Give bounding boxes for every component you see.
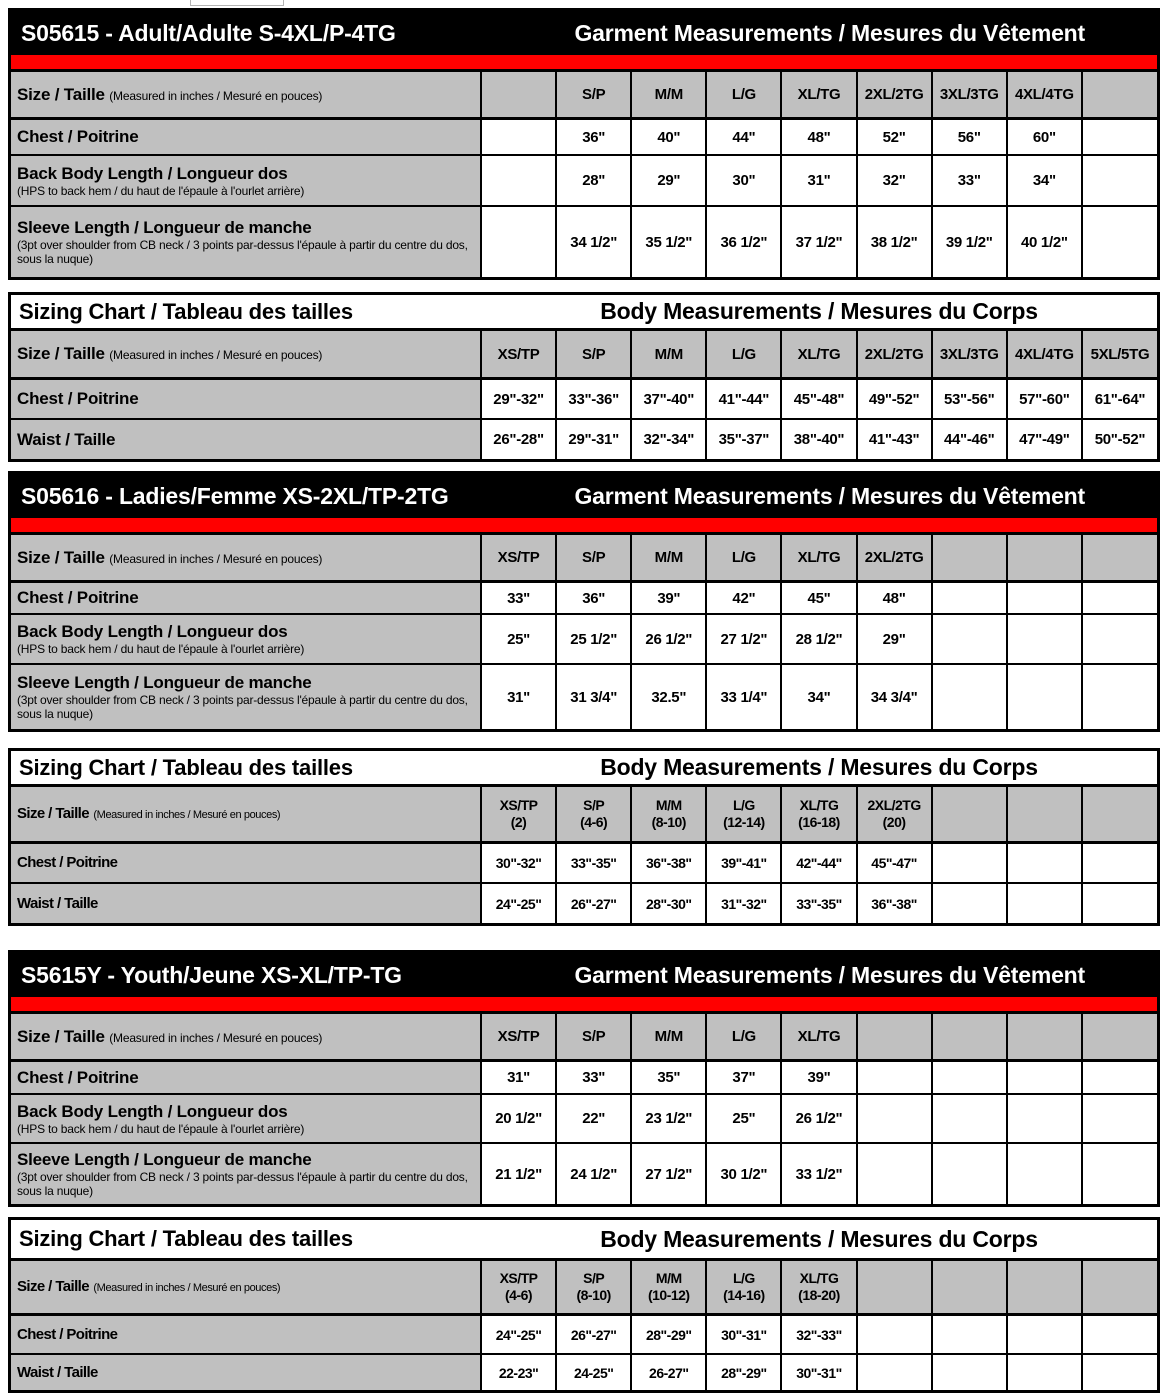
- measurement-cell: 22": [556, 1094, 631, 1143]
- size-header-cell: [1007, 1260, 1082, 1315]
- measurement-cell: 27 1/2": [631, 1143, 706, 1204]
- measurement-cell: 33": [556, 1061, 631, 1095]
- measurement-cell: 36": [556, 582, 631, 615]
- size-label-cell: [11, 72, 481, 119]
- size-header-cell: M/M: [631, 330, 706, 379]
- size-header-cell: XS/TP: [481, 535, 556, 582]
- measurement-cell: 33 1/4": [706, 664, 781, 729]
- sleeve-length-label-cell: [11, 1143, 481, 1204]
- measurement-cell: 50"-52": [1082, 419, 1157, 459]
- measurement-cell: 26-27": [631, 1354, 706, 1390]
- size-header-cell: XS/TP: [481, 330, 556, 379]
- measurement-cell: [481, 206, 556, 277]
- back-length-label-cell: [11, 1094, 481, 1143]
- size-label-cell: [11, 1014, 481, 1061]
- size-header-cell: [857, 1014, 932, 1061]
- measurement-cell: [857, 1094, 932, 1143]
- sleeve-length-row: [11, 206, 1157, 277]
- measurement-cell: 48": [781, 119, 856, 156]
- size-header-cell: [932, 1014, 1007, 1061]
- measurement-cell: 34 3/4": [857, 664, 932, 729]
- measurement-cell: 29"-31": [556, 419, 631, 459]
- measurement-cell: 34 1/2": [556, 206, 631, 277]
- measurement-cell: 28 1/2": [781, 614, 856, 664]
- size-header-cell: XL/TG: [781, 1014, 856, 1061]
- size-header-cell: [932, 786, 1007, 843]
- measurement-cell: [1007, 1354, 1082, 1390]
- youth-garment-section: [8, 950, 1160, 1207]
- size-label-cell: [11, 330, 481, 379]
- measurement-cell: [932, 843, 1007, 884]
- measurement-cell: [1082, 206, 1157, 277]
- measurement-cell: 30"-31": [781, 1354, 856, 1390]
- size-header-cell: M/M: [631, 72, 706, 119]
- measurement-cell: 38 1/2": [857, 206, 932, 277]
- garment-measurements-heading: Garment Measurements / Mesures du Vêtement: [574, 961, 1085, 988]
- sizing-chart-heading: Sizing Chart / Tableau des tailles: [11, 295, 481, 330]
- size-header-row: [11, 1014, 1157, 1061]
- measurement-cell: [857, 1143, 932, 1204]
- measurement-cell: 37"-40": [631, 379, 706, 420]
- size-note: (Measured in inches / Mesuré en pouces): [109, 1030, 323, 1045]
- back-length-label: Back Body Length / Longueur dos: [17, 163, 288, 183]
- size-label-cell: [11, 786, 481, 843]
- section-header-row: [11, 1220, 1157, 1260]
- measurement-cell: 42": [706, 582, 781, 615]
- measurement-cell: 48": [857, 582, 932, 615]
- measurement-cell: 31": [481, 664, 556, 729]
- adult-garment-section: [8, 8, 1160, 280]
- measurement-cell: 47"-49": [1007, 419, 1082, 459]
- chest-row: [11, 582, 1157, 615]
- measurement-cell: [1082, 1061, 1157, 1095]
- measurement-cell: [1007, 1094, 1082, 1143]
- size-header-cell: 2XL/2TG (20): [857, 786, 932, 843]
- measurement-cell: 22-23": [481, 1354, 556, 1390]
- measurement-cell: 29"-32": [481, 379, 556, 420]
- measurement-cell: 34": [781, 664, 856, 729]
- garment-measurements-heading: Garment Measurements / Mesures du Vêtement: [574, 482, 1085, 509]
- measurement-cell: 39": [781, 1061, 856, 1095]
- measurement-cell: [932, 582, 1007, 615]
- measurement-cell: 35 1/2": [631, 206, 706, 277]
- chest-label: Chest / Poitrine: [17, 588, 139, 607]
- chest-label: Chest / Poitrine: [17, 1067, 139, 1087]
- measurement-cell: 36"-38": [857, 883, 932, 923]
- chest-row: [11, 1315, 1157, 1355]
- waist-row: [11, 883, 1157, 923]
- youth-body-sizing-section: [8, 1217, 1160, 1393]
- section-header-row: [11, 295, 1157, 330]
- size-header-cell: XS/TP (2): [481, 786, 556, 843]
- measurement-cell: [932, 1143, 1007, 1204]
- size-header-cell: 4XL/4TG: [1007, 72, 1082, 119]
- size-header-cell: 3XL/3TG: [932, 330, 1007, 379]
- measurement-cell: [1082, 1143, 1157, 1204]
- chest-row: [11, 379, 1157, 420]
- waist-label-cell: [11, 883, 481, 923]
- measurement-cell: 32.5": [631, 664, 706, 729]
- measurement-cell: 26 1/2": [631, 614, 706, 664]
- measurement-cell: 36"-38": [631, 843, 706, 884]
- adult-body-table: [11, 295, 1157, 459]
- measurement-cell: [1082, 843, 1157, 884]
- size-header-cell: [1007, 1014, 1082, 1061]
- size-header-cell: [481, 72, 556, 119]
- measurement-cell: 44"-46": [932, 419, 1007, 459]
- size-header-cell: [1082, 786, 1157, 843]
- size-header-cell: [1082, 535, 1157, 582]
- waist-row: [11, 419, 1157, 459]
- back-length-note: (HPS to back hem / du haut de l'épaule à l'ourlet arrière): [17, 183, 305, 198]
- size-header-cell: L/G (12-14): [706, 786, 781, 843]
- size-header-cell: S/P (4-6): [556, 786, 631, 843]
- measurement-cell: 38"-40": [781, 419, 856, 459]
- back-length-label-cell: [11, 155, 481, 206]
- size-header-cell: [932, 535, 1007, 582]
- measurement-cell: 29": [857, 614, 932, 664]
- measurement-cell: 26 1/2": [781, 1094, 856, 1143]
- measurement-cell: 35": [631, 1061, 706, 1095]
- measurement-cell: [857, 1061, 932, 1095]
- measurement-cell: 33": [932, 155, 1007, 206]
- sizing-chart-heading: Sizing Chart / Tableau des tailles: [11, 1220, 481, 1260]
- sleeve-length-row: [11, 1143, 1157, 1204]
- ladies-product-title: S05616 - Ladies/Femme XS-2XL/TP-2TG: [21, 482, 449, 509]
- size-header-cell: [857, 1260, 932, 1315]
- adult-product-title: S05615 - Adult/Adulte S-4XL/P-4TG: [21, 19, 396, 46]
- size-header-cell: [1007, 535, 1082, 582]
- measurement-cell: 42"-44": [781, 843, 856, 884]
- measurement-cell: 33 1/2": [781, 1143, 856, 1204]
- sleeve-length-label: Sleeve Length / Longueur de manche: [17, 673, 312, 692]
- size-header-cell: [932, 1260, 1007, 1315]
- back-length-row: [11, 155, 1157, 206]
- size-header-cell: L/G: [706, 72, 781, 119]
- measurement-cell: [1082, 582, 1157, 615]
- size-header-cell: L/G: [706, 535, 781, 582]
- size-header-cell: XL/TG (16-18): [781, 786, 856, 843]
- measurement-cell: [1082, 664, 1157, 729]
- chest-label-cell: [11, 379, 481, 420]
- size-note: (Measured in inches / Mesuré en pouces): [93, 1282, 281, 1294]
- measurement-cell: 34": [1007, 155, 1082, 206]
- size-header-row: [11, 330, 1157, 379]
- youth-garment-table: [11, 1014, 1157, 1204]
- youth-title-band: [11, 953, 1157, 997]
- measurement-cell: 56": [932, 119, 1007, 156]
- size-header-cell: XS/TP (4-6): [481, 1260, 556, 1315]
- size-label: Size / Taille: [17, 1026, 105, 1046]
- measurement-cell: [481, 119, 556, 156]
- measurement-cell: 24"-25": [481, 1315, 556, 1355]
- chest-row: [11, 1061, 1157, 1095]
- measurement-cell: [932, 1061, 1007, 1095]
- sleeve-length-label: Sleeve Length / Longueur de manche: [17, 218, 312, 237]
- back-length-row: [11, 1094, 1157, 1143]
- back-length-note: (HPS to back hem / du haut de l'épaule à l'ourlet arrière): [17, 1121, 305, 1136]
- measurement-cell: 45"-47": [857, 843, 932, 884]
- measurement-cell: 53"-56": [932, 379, 1007, 420]
- back-length-label: Back Body Length / Longueur dos: [17, 1101, 288, 1121]
- measurement-cell: [1007, 1143, 1082, 1204]
- measurement-cell: 23 1/2": [631, 1094, 706, 1143]
- measurement-cell: 26"-27": [556, 883, 631, 923]
- measurement-cell: 28": [556, 155, 631, 206]
- size-header-row: [11, 535, 1157, 582]
- ladies-garment-table: [11, 535, 1157, 729]
- size-header-cell: S/P: [556, 535, 631, 582]
- sleeve-length-note: (3pt over shoulder from CB neck / 3 points par-dessus l'épaule à partir du centre du dos, sous la nuque): [17, 693, 468, 721]
- garment-measurements-heading: Garment Measurements / Mesures du Vêtement: [574, 19, 1085, 46]
- chest-label-cell: [11, 843, 481, 884]
- body-measurements-heading: Body Measurements / Mesures du Corps: [481, 751, 1157, 786]
- measurement-cell: [857, 1315, 932, 1355]
- measurement-cell: 31": [781, 155, 856, 206]
- youth-product-title: S5615Y - Youth/Jeune XS-XL/TP-TG: [21, 961, 402, 988]
- measurement-cell: 30"-32": [481, 843, 556, 884]
- size-header-cell: S/P: [556, 1014, 631, 1061]
- size-header-cell: S/P: [556, 72, 631, 119]
- size-header-cell: [1082, 1014, 1157, 1061]
- size-note: (Measured in inches / Mesuré en pouces): [109, 348, 323, 362]
- measurement-cell: [1007, 582, 1082, 615]
- chest-label-cell: [11, 119, 481, 156]
- size-header-cell: 5XL/5TG: [1082, 330, 1157, 379]
- body-measurements-heading: Body Measurements / Mesures du Corps: [481, 295, 1157, 330]
- measurement-cell: [932, 1094, 1007, 1143]
- measurement-cell: 33": [481, 582, 556, 615]
- measurement-cell: 37": [706, 1061, 781, 1095]
- ladies-title-band: [11, 474, 1157, 518]
- chest-label-cell: [11, 582, 481, 615]
- measurement-cell: 41"-43": [857, 419, 932, 459]
- measurement-cell: [857, 1354, 932, 1390]
- sleeve-length-row: [11, 664, 1157, 729]
- measurement-cell: 25": [481, 614, 556, 664]
- measurement-cell: 60": [1007, 119, 1082, 156]
- measurement-cell: 28"-30": [631, 883, 706, 923]
- measurement-cell: 32"-33": [781, 1315, 856, 1355]
- measurement-cell: 31"-32": [706, 883, 781, 923]
- measurement-cell: [481, 155, 556, 206]
- size-note: (Measured in inches / Mesuré en pouces): [109, 551, 323, 566]
- measurement-cell: [1082, 614, 1157, 664]
- size-header-cell: M/M: [631, 1014, 706, 1061]
- size-header-cell: M/M (10-12): [631, 1260, 706, 1315]
- body-measurements-heading: Body Measurements / Mesures du Corps: [481, 1220, 1157, 1260]
- measurement-cell: [1082, 119, 1157, 156]
- measurement-cell: [1007, 1061, 1082, 1095]
- measurement-cell: [1082, 1094, 1157, 1143]
- measurement-cell: 25 1/2": [556, 614, 631, 664]
- size-note: (Measured in inches / Mesuré en pouces): [109, 88, 323, 103]
- measurement-cell: 31 3/4": [556, 664, 631, 729]
- sleeve-length-label: Sleeve Length / Longueur de manche: [17, 1150, 312, 1169]
- size-header-cell: XL/TG: [781, 535, 856, 582]
- measurement-cell: [1082, 1315, 1157, 1355]
- size-header-cell: M/M (8-10): [631, 786, 706, 843]
- cutoff-page-artifact: [190, 0, 284, 6]
- measurement-cell: 40 1/2": [1007, 206, 1082, 277]
- chest-label: Chest / Poitrine: [17, 1325, 118, 1343]
- size-header-cell: L/G: [706, 1014, 781, 1061]
- measurement-cell: 30": [706, 155, 781, 206]
- size-header-cell: XL/TG: [781, 330, 856, 379]
- measurement-cell: 24-25": [556, 1354, 631, 1390]
- measurement-cell: [1082, 1354, 1157, 1390]
- measurement-cell: 20 1/2": [481, 1094, 556, 1143]
- size-header-cell: L/G (14-16): [706, 1260, 781, 1315]
- size-label: Size / Taille: [17, 84, 105, 104]
- section-header-row: [11, 751, 1157, 786]
- measurement-cell: [932, 664, 1007, 729]
- back-length-note: (HPS to back hem / du haut de l'épaule à l'ourlet arrière): [17, 642, 305, 656]
- size-label: Size / Taille: [17, 547, 105, 567]
- size-header-cell: 2XL/2TG: [857, 535, 932, 582]
- measurement-cell: 45"-48": [781, 379, 856, 420]
- measurement-cell: 33"-35": [556, 843, 631, 884]
- measurement-cell: 49"-52": [857, 379, 932, 420]
- back-length-row: [11, 614, 1157, 664]
- red-divider-bar: [11, 55, 1157, 72]
- measurement-cell: 24"-25": [481, 883, 556, 923]
- measurement-cell: 37 1/2": [781, 206, 856, 277]
- ladies-body-table: [11, 751, 1157, 923]
- chest-label: Chest / Poitrine: [17, 854, 118, 871]
- size-header-cell: 4XL/4TG: [1007, 330, 1082, 379]
- waist-label-cell: [11, 419, 481, 459]
- size-label-cell: [11, 1260, 481, 1315]
- size-header-row: [11, 786, 1157, 843]
- youth-body-table: [11, 1220, 1157, 1390]
- adult-garment-table: [11, 72, 1157, 277]
- size-header-cell: XL/TG: [781, 72, 856, 119]
- chest-row: [11, 843, 1157, 884]
- measurement-cell: 39 1/2": [932, 206, 1007, 277]
- chest-label: Chest / Poitrine: [17, 389, 139, 408]
- measurement-cell: [932, 614, 1007, 664]
- measurement-cell: 39": [631, 582, 706, 615]
- sleeve-length-note: (3pt over shoulder from CB neck / 3 points par-dessus l'épaule à partir du centre du dos, sous la nuque): [17, 1170, 468, 1198]
- measurement-cell: [932, 1354, 1007, 1390]
- back-length-label: Back Body Length / Longueur dos: [17, 622, 288, 641]
- waist-label-cell: [11, 1354, 481, 1390]
- measurement-cell: 33"-35": [781, 883, 856, 923]
- size-header-cell: [1082, 72, 1157, 119]
- measurement-cell: [1007, 843, 1082, 884]
- sizing-chart-heading: Sizing Chart / Tableau des tailles: [11, 751, 481, 786]
- adult-title-band: [11, 11, 1157, 55]
- measurement-cell: 32"-34": [631, 419, 706, 459]
- measurement-cell: 25": [706, 1094, 781, 1143]
- size-label-cell: [11, 535, 481, 582]
- red-divider-bar: [11, 997, 1157, 1014]
- measurement-cell: [1007, 664, 1082, 729]
- size-header-row: [11, 1260, 1157, 1315]
- measurement-cell: 44": [706, 119, 781, 156]
- back-length-label-cell: [11, 614, 481, 664]
- measurement-cell: 35"-37": [706, 419, 781, 459]
- measurement-cell: [932, 1315, 1007, 1355]
- chest-label-cell: [11, 1061, 481, 1095]
- chest-label-cell: [11, 1315, 481, 1355]
- adult-body-sizing-section: [8, 292, 1160, 462]
- size-note: (Measured in inches / Mesuré en pouces): [93, 809, 281, 821]
- sleeve-length-label-cell: [11, 206, 481, 277]
- sleeve-length-note: (3pt over shoulder from CB neck / 3 points par-dessus l'épaule à partir du centre du dos, sous la nuque): [17, 238, 468, 266]
- measurement-cell: 31": [481, 1061, 556, 1095]
- size-label: Size / Taille: [17, 805, 89, 822]
- measurement-cell: [1007, 614, 1082, 664]
- size-header-cell: M/M: [631, 535, 706, 582]
- measurement-cell: 61"-64": [1082, 379, 1157, 420]
- size-header-cell: 2XL/2TG: [857, 72, 932, 119]
- size-header-cell: XL/TG (18-20): [781, 1260, 856, 1315]
- measurement-cell: 28"-29": [631, 1315, 706, 1355]
- size-label: Size / Taille: [17, 1278, 89, 1295]
- ladies-garment-section: [8, 471, 1160, 732]
- measurement-cell: [1082, 155, 1157, 206]
- measurement-cell: 26"-27": [556, 1315, 631, 1355]
- waist-label: Waist / Taille: [17, 1363, 98, 1381]
- waist-label: Waist / Taille: [17, 894, 98, 912]
- measurement-cell: [932, 883, 1007, 923]
- measurement-cell: 36 1/2": [706, 206, 781, 277]
- size-header-cell: L/G: [706, 330, 781, 379]
- measurement-cell: 36": [556, 119, 631, 156]
- measurement-cell: 32": [857, 155, 932, 206]
- measurement-cell: [1082, 883, 1157, 923]
- measurement-cell: [1007, 883, 1082, 923]
- measurement-cell: 52": [857, 119, 932, 156]
- red-divider-bar: [11, 518, 1157, 535]
- measurement-cell: [1007, 1315, 1082, 1355]
- measurement-cell: 57"-60": [1007, 379, 1082, 420]
- size-header-cell: [1082, 1260, 1157, 1315]
- size-header-cell: [1007, 786, 1082, 843]
- size-header-cell: 3XL/3TG: [932, 72, 1007, 119]
- chest-row: [11, 119, 1157, 156]
- measurement-cell: 30"-31": [706, 1315, 781, 1355]
- sleeve-length-label-cell: [11, 664, 481, 729]
- waist-label: Waist / Taille: [17, 429, 116, 449]
- measurement-cell: 41"-44": [706, 379, 781, 420]
- measurement-cell: 29": [631, 155, 706, 206]
- measurement-cell: 45": [781, 582, 856, 615]
- measurement-cell: 24 1/2": [556, 1143, 631, 1204]
- measurement-cell: 40": [631, 119, 706, 156]
- ladies-body-sizing-section: [8, 748, 1160, 926]
- waist-row: [11, 1354, 1157, 1390]
- size-header-cell: S/P (8-10): [556, 1260, 631, 1315]
- measurement-cell: 27 1/2": [706, 614, 781, 664]
- size-label: Size / Taille: [17, 344, 105, 363]
- size-header-cell: XS/TP: [481, 1014, 556, 1061]
- size-header-cell: 2XL/2TG: [857, 330, 932, 379]
- size-header-cell: S/P: [556, 330, 631, 379]
- chest-label: Chest / Poitrine: [17, 127, 139, 146]
- size-header-row: [11, 72, 1157, 119]
- measurement-cell: 21 1/2": [481, 1143, 556, 1204]
- measurement-cell: 30 1/2": [706, 1143, 781, 1204]
- measurement-cell: 28"-29": [706, 1354, 781, 1390]
- measurement-cell: 26"-28": [481, 419, 556, 459]
- measurement-cell: 39"-41": [706, 843, 781, 884]
- measurement-cell: 33"-36": [556, 379, 631, 420]
